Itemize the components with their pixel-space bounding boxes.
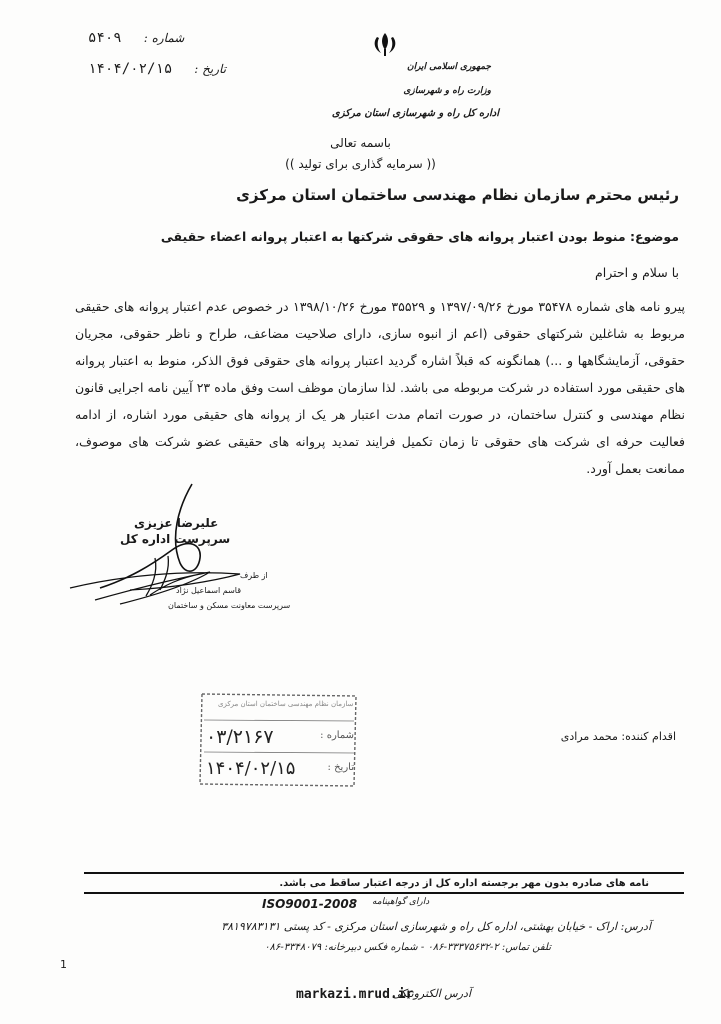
stamp-header: سازمان نظام مهندسی ساختمان استان مرکزی xyxy=(218,700,354,708)
letter-number-row xyxy=(88,30,184,46)
receipt-stamp xyxy=(198,690,360,790)
stamp-number-value: ۰۳/۲۱۶۷ xyxy=(206,726,274,748)
iso-certificate-label: دارای گواهینامه xyxy=(372,897,430,907)
footer-phones: تلفن تماس: ۲-۳۳۳۷۵۶۳۲-۰۸۶ - شماره فکس دبیرخانه: ۳۳۴۸۰۷۹-۰۸۶ xyxy=(264,942,551,953)
iso-certificate: ISO9001-2008 xyxy=(262,897,358,911)
recipient: رئیس محترم سازمان نظام مهندسی ساختمان استان مرکزی xyxy=(236,186,679,204)
footer-divider-bottom xyxy=(84,892,684,894)
letter-number-label: شماره : xyxy=(143,31,185,45)
ministry-line: وزارت راه و شهرسازی xyxy=(403,86,491,96)
signatory-title: سرپرست اداره کل xyxy=(120,532,231,546)
letter-date-value: ۱۴۰۴/۰۲/۱۵ xyxy=(88,61,173,77)
stamp-date-label: تاریخ : xyxy=(327,762,354,773)
republic-line: جمهوری اسلامی ایران xyxy=(406,62,491,72)
subject-line: موضوع: منوط بودن اعتبار پروانه های حقوقی شرکتها به اعتبار پروانه اعضاء حقیقی xyxy=(160,229,679,244)
footer-divider-top xyxy=(84,872,684,874)
signatory-name: علیرضا عزیزی xyxy=(134,516,219,530)
deputy-name: قاسم اسماعیل نژاد xyxy=(176,586,242,595)
basmala: باسمه تعالی xyxy=(330,136,391,150)
letter-date-row xyxy=(88,61,226,77)
stamp-number-label: شماره : xyxy=(320,730,354,741)
footer-address: آدرس: اراک - خیابان بهشتی، اداره کل راه و شهرسازی استان مرکزی - کد پستی ۳۸۱۹۷۸۳۱۳۱ xyxy=(221,920,651,933)
stamp-date-value: ۱۴۰۴/۰۲/۱۵ xyxy=(206,758,296,779)
deputy-title: سرپرست معاونت مسکن و ساختمان xyxy=(168,601,291,610)
letter-date-label: تاریخ : xyxy=(194,62,227,76)
letter-number-value: ۵۴۰۹ xyxy=(88,30,122,46)
footer-validity-note: نامه های صادره بدون مهر برجسته اداره کل از درجه اعتبار ساقط می باشد. xyxy=(279,878,649,889)
website-link[interactable]: markazi.mrud.ir xyxy=(296,987,414,1002)
greeting: با سلام و احترام xyxy=(595,265,679,280)
website-label: آدرس الکترونیکی xyxy=(392,987,471,1000)
on-behalf-label: از طرف xyxy=(240,571,268,580)
directorate-line: اداره کل راه و شهرسازی استان مرکزی xyxy=(331,108,499,119)
year-motto: (( سرمایه گذاری برای تولید )) xyxy=(285,157,436,171)
action-officer: اقدام کننده: محمد مرادی xyxy=(560,730,676,743)
iran-emblem-icon xyxy=(368,30,402,58)
page-number: 1 xyxy=(60,958,67,971)
letter-body: پیرو نامه های شماره ۳۵۴۷۸ مورخ ۱۳۹۷/۰۹/۲۶ و ۳۵۵۲۹ مورخ ۱۳۹۸/۱۰/۲۶ در خصوص عدم اعتبار پروانه های حقیقی مربوط به شاغلین شرکتهای حقوقی (اعم از انبوه سازی، دارای صلاحیت مضاعف، طراح و ناظر حقوقی، مجریان حقوقی، آزمایشگاهها و ...) همانگونه که قبلاً اشاره گردید اعتبار پروانه های حقوقی فوق الذکر، منوط به اعتبار پروانه های حقیقی مورد استفاده در شرکت مربوطه می باشد. لذا سازمان موظف است وفق ماده ۲۳ آیین نامه اجرایی قانون نظام مهندسی و کنترل ساختمان، در صورت اتمام مدت اعتبار هر یک از پروانه های حقیقی مورد اشاره، از ادامه فعالیت حرفه ای شرکت های حقوقی تا زمان تکمیل فرایند تمدید پروانه های حقیقی عضو شرکت های موصوف، ممانعت بعمل آورد. xyxy=(75,299,685,476)
